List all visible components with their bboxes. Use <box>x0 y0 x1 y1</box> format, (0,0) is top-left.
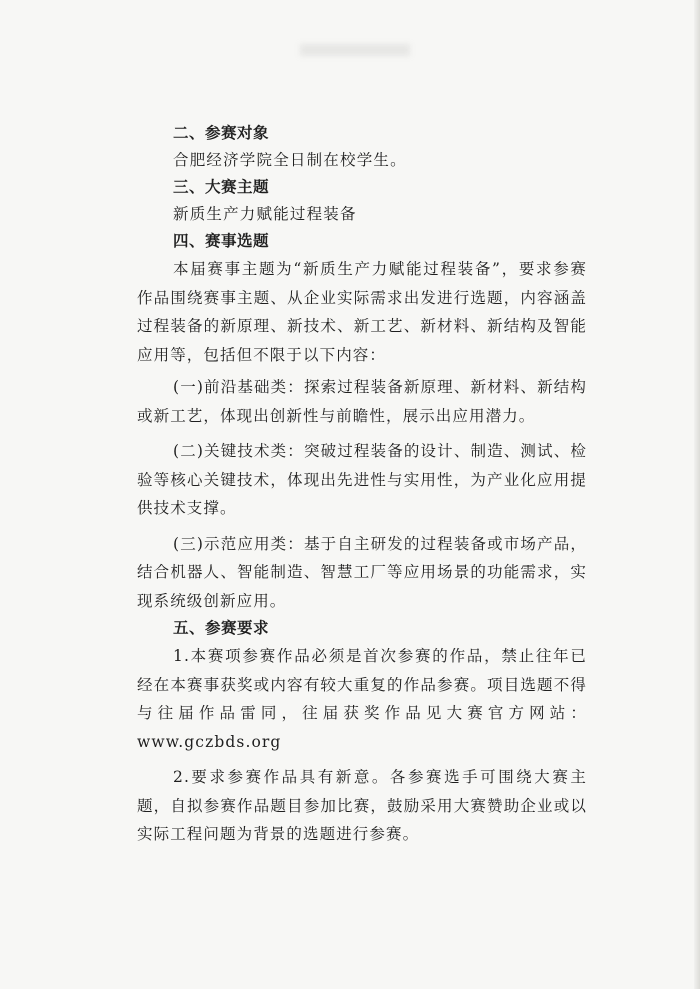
section-heading-topics: 四、赛事选题 <box>173 232 270 250</box>
section-heading-theme: 三、大赛主题 <box>173 178 270 196</box>
theme-text: 新质生产力赋能过程装备 <box>173 205 357 223</box>
requirement-item-1: 1.本赛项参赛作品必须是首次参赛的作品，禁止往年已经在本赛事获奖或内容有较大重复的作品参赛。项目选题不得与往届作品雷同，往届获奖作品见大赛官方网站：www.gczbds.org <box>137 647 587 751</box>
topic-item-demo-application: (三)示范应用类：基于自主研发的过程装备或市场产品，结合机器人、智能制造、智慧工厂等应用场景的功能需求，实现系统级创新应用。 <box>137 534 587 610</box>
requirement-item-2: 2.要求参赛作品具有新意。各参赛选手可围绕大赛主题，自拟参赛作品题目参加比赛，鼓励采用大赛赞助企业或以实际工程问题为背景的选题进行参赛。 <box>137 768 587 843</box>
scan-smudge <box>300 44 410 56</box>
section-heading-participants: 二、参赛对象 <box>173 124 270 142</box>
topic-item-key-tech: (二)关键技术类：突破过程装备的设计、制造、测试、检验等核心关键技术，体现出先进性与实用性，为产业化应用提供技术支撑。 <box>137 442 587 517</box>
topics-intro-paragraph: 本届赛事主题为“新质生产力赋能过程装备”，要求参赛作品围绕赛事主题、从企业实际需求出发进行选题，内容涵盖过程装备的新原理、新技术、新工艺、新材料、新结构及智能应用等，包括但不限于以下内容： <box>137 260 587 364</box>
document-body <box>137 120 587 849</box>
section-heading-requirements: 五、参赛要求 <box>173 619 270 637</box>
participants-text: 合肥经济学院全日制在校学生。 <box>173 151 407 169</box>
topic-item-frontier: (一)前沿基础类：探索过程装备新原理、新材料、新结构或新工艺，体现出创新性与前瞻性，展示出应用潜力。 <box>137 378 587 425</box>
scan-edge <box>694 0 700 989</box>
